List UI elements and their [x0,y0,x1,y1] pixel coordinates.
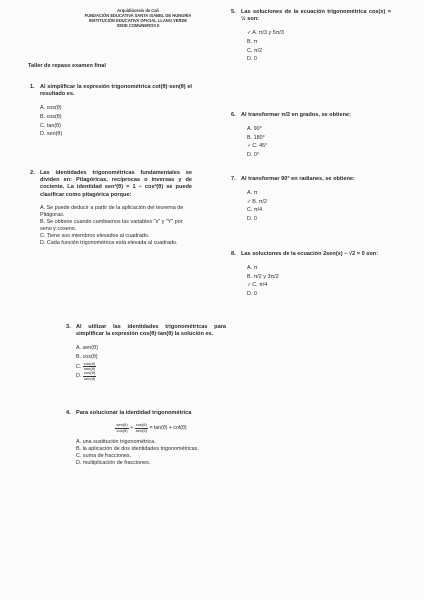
option-b[interactable]: B. π/2 y 3π/2 [247,273,279,280]
option-text: C. 45° [252,143,268,150]
question-stem: Al transformar π/2 en grados, se obtiene: [241,112,351,118]
option-d[interactable]: D. Cada función trigonométrica está elevada al cuadrado. [40,239,178,246]
question-8 [231,251,391,299]
question-stem: Al simplificar la expresión trigonométrica cot(θ)·sen(θ) el resultado es. [40,84,192,98]
option-a[interactable]: A. Se puede deducir a partir de la aplicación del teorema de Pitágoras. [40,204,184,218]
question-number: 7. [231,176,236,182]
question-3 [66,324,226,381]
school-header [58,8,218,28]
option-d[interactable]: D. 0 [247,56,257,63]
options-list [76,439,226,467]
question-number: 8. [231,251,236,257]
option-d[interactable]: D. 0° [247,151,260,158]
option-c[interactable] [247,142,391,151]
option-a[interactable]: A. 90° [247,126,262,133]
options-list [40,104,192,138]
question-number: 2. [30,170,35,176]
question-number: 1. [30,84,35,90]
question-5 [231,9,391,64]
option-c[interactable]: C. Tiene sus miembros elevados al cuadrado. [40,232,150,239]
fraction-numerator: cos(θ) [84,360,96,366]
option-a[interactable]: A. cos(θ) [40,105,62,112]
question-stem: Para solucionar la identidad trigonométrica [76,410,192,416]
fraction [135,423,148,433]
check-mark-icon: ✓ [247,143,252,150]
option-letter: D. [76,373,82,380]
question-stem: Las identidades trigonométricas fundamentales se dividen en: Pitagóricas, recíprocas o inversas y de cociente. La identidad sen²(θ) = 1 − cos²(θ) se puede clasificar como pitagórica porque: [40,170,192,198]
option-b[interactable] [247,198,391,207]
check-mark-icon: ✓ [247,282,252,289]
question-stem: Las soluciones de la ecuación trigonométrica cos(x) = ½ son: [241,9,391,23]
identity-equation: $\frac{\text{sen(θ)}}{\cos(\theta)}$ + $\frac{\cos(\theta)}{\text{sen(θ)}}$ = tan(θ) + cot(θ) [116,422,187,433]
question-number: 6. [231,112,236,118]
question-2 [30,170,192,247]
fraction [115,423,128,433]
option-a[interactable] [247,29,391,38]
option-c[interactable] [76,362,226,372]
options-list [76,344,226,381]
options-list [247,189,391,223]
option-c[interactable]: C. tan(θ) [40,122,61,129]
fraction-denominator: sen(θ) [135,427,147,433]
option-b[interactable]: B. la aplicación de dos identidades trigonométricas. [76,445,199,452]
question-7 [231,176,391,224]
header-line: SEDE COMUNEROS II [116,23,160,28]
header-line: INSTITUCIÓN EDUCATIVA OFICIAL LLANO VERDE [88,18,188,23]
option-letter: C. [76,363,82,370]
option-d[interactable]: D. multiplicación de fracciones. [76,459,151,466]
option-c[interactable]: C. π/4 [247,207,263,214]
question-number: 5. [231,9,236,15]
page-title: Taller de repaso examen final [28,63,106,69]
option-d[interactable]: D. sen(θ) [40,131,63,138]
option-text: A. π/3 y 5π/3 [252,30,284,37]
option-b[interactable]: B. cos(θ) [76,354,98,360]
question-stem: Las soluciones de la ecuación 2sen(x) − √2 = 0 son: [241,251,379,257]
options-list [40,205,192,247]
option-a[interactable]: A. π [247,265,258,272]
question-1 [30,84,192,139]
option-d[interactable] [76,371,226,381]
header-line: Arquidiócesis de Cali [117,8,159,13]
options-list [247,125,391,159]
fraction-denominator: cos(θ) [116,427,128,433]
option-b[interactable]: B. π [247,39,258,45]
option-c[interactable]: C. π/2 [247,47,263,54]
option-b[interactable]: B. cos(θ) [40,114,62,120]
options-list [247,29,391,63]
question-number: 3. [66,324,71,330]
option-a[interactable]: A. una sustitución trigonométrica. [76,438,156,445]
question-stem: Al transformar 90° en radianes, se obtiene: [241,176,355,182]
fraction-denominator: sen(θ) [83,365,96,371]
check-mark-icon: ✓ [247,30,252,37]
question-6 [231,112,391,160]
fraction-numerator: cos(θ) [135,422,147,428]
option-a[interactable]: A. π [247,190,258,197]
option-b[interactable]: B. Se obtiene cuando cambiamos las variables "x" y "Y" por seno y coseno. [40,218,183,232]
option-c[interactable]: C. suma de fracciones. [76,452,132,459]
option-b[interactable]: B. 180° [247,134,265,141]
header-line: FUNDACIÓN EDUCATIVA SANTA ISABEL DE HUNGRÍA [84,13,192,18]
option-a[interactable]: A. sen(θ) [76,345,98,352]
option-c[interactable] [247,281,391,290]
fraction-numerator: cos(θ) [84,370,96,376]
option-text: B. π/2 [252,198,268,205]
fraction-numerator: sen(θ) [116,422,128,428]
option-text: C. π/4 [252,282,268,289]
fraction [83,371,96,381]
question-number: 4. [66,410,71,416]
option-d[interactable]: D. 0 [247,215,257,222]
check-mark-icon: ✓ [247,198,252,205]
fraction-denominator: sen(θ) [83,375,96,381]
equation-rhs: = tan(θ) + cot(θ) [149,425,187,432]
question-4 [66,410,226,467]
question-stem: Al utilizar las identidades trigonométricas para simplificar la expresión cos(θ)·tan(θ) la solución es. [76,324,226,338]
option-d[interactable]: D. 0 [247,290,257,297]
options-list [247,264,391,298]
